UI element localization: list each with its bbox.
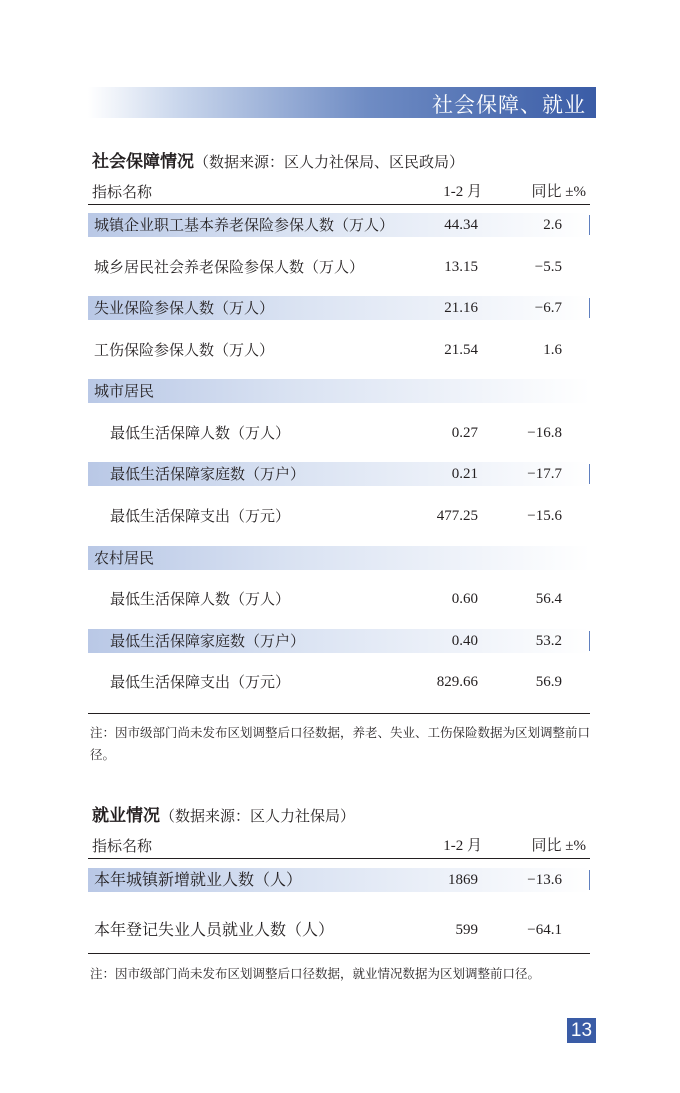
header-divider — [88, 204, 590, 205]
page-number: 13 — [567, 1018, 596, 1043]
table-bottom-divider — [88, 953, 590, 954]
row-name: 最低生活保障支出（万元） — [110, 673, 291, 691]
table-row — [88, 255, 590, 279]
row-value: 829.66 — [436, 674, 478, 690]
banner-title: 社会保障、就业 — [432, 93, 586, 117]
row-yoy: 1.6 — [543, 342, 562, 358]
employment-source: （数据来源：区人力社保局） — [160, 807, 356, 825]
header-indicator-name: 指标名称 — [92, 837, 153, 855]
row-name: 最低生活保障支出（万元） — [110, 507, 291, 525]
table-row — [88, 587, 590, 611]
row-name: 最低生活保障人数（万人） — [110, 590, 291, 608]
group-label: 农村居民 — [94, 549, 155, 567]
row-name: 城乡居民社会养老保险参保人数（万人） — [94, 258, 365, 276]
table-bottom-divider — [88, 713, 590, 714]
row-name: 城镇企业职工基本养老保险参保人数（万人） — [94, 216, 395, 234]
social-table-header — [88, 180, 590, 204]
row-yoy: 2.6 — [543, 217, 562, 233]
header-divider — [88, 858, 590, 859]
employment-table-header — [88, 834, 590, 858]
row-yoy: 56.4 — [535, 591, 562, 607]
row-yoy: −64.1 — [527, 922, 562, 938]
row-name: 最低生活保障家庭数（万户） — [110, 632, 306, 650]
row-yoy: −5.5 — [534, 259, 562, 275]
table-row — [88, 670, 590, 694]
employment-note: 注：因市级部门尚未发布区划调整后口径数据，就业情况数据为区划调整前口径。 — [90, 966, 541, 981]
row-value: 599 — [455, 922, 478, 938]
row-name: 最低生活保障家庭数（万户） — [110, 465, 306, 483]
row-value: 44.34 — [444, 217, 478, 233]
table-row — [88, 296, 590, 320]
row-name: 本年城镇新增就业人数（人） — [94, 870, 303, 889]
row-yoy: −17.7 — [527, 466, 562, 482]
row-edge-marker — [589, 631, 590, 651]
row-value: 21.54 — [444, 342, 478, 358]
row-edge-marker — [589, 870, 590, 890]
row-name: 最低生活保障人数（万人） — [110, 424, 291, 442]
header-period: 1-2 月 — [443, 184, 482, 200]
employment-heading — [92, 801, 355, 826]
table-row — [88, 213, 590, 237]
row-value: 1869 — [448, 872, 478, 888]
row-yoy: 56.9 — [535, 674, 562, 690]
table-row — [88, 629, 590, 653]
row-value: 477.25 — [436, 508, 478, 524]
row-edge-marker — [589, 215, 590, 235]
table-row — [88, 421, 590, 445]
row-name: 工伤保险参保人数（万人） — [94, 341, 275, 359]
social-security-source: （数据来源：区人力社保局、区民政局） — [194, 153, 465, 171]
header-yoy: 同比 ±% — [531, 184, 586, 200]
social-security-title: 社会保障情况 — [92, 152, 194, 172]
row-name: 失业保险参保人数（万人） — [94, 299, 275, 317]
row-value: 0.40 — [451, 633, 478, 649]
row-yoy: −15.6 — [527, 508, 562, 524]
row-edge-marker — [589, 298, 590, 318]
header-period: 1-2 月 — [443, 838, 482, 854]
row-yoy: −6.7 — [534, 300, 562, 316]
table-row — [88, 868, 590, 892]
row-value: 13.15 — [444, 259, 478, 275]
row-value: 21.16 — [444, 300, 478, 316]
social-security-note: 注：因市级部门尚未发布区划调整后口径数据，养老、失业、工伤保险数据为区划调整前口径。 — [90, 725, 591, 762]
group-label: 城市居民 — [94, 382, 155, 400]
table-row — [88, 918, 590, 942]
row-edge-marker — [589, 464, 590, 484]
row-yoy: −13.6 — [527, 872, 562, 888]
section-banner — [88, 87, 596, 118]
row-value: 0.27 — [451, 425, 478, 441]
row-name: 本年登记失业人员就业人数（人） — [94, 920, 335, 939]
row-yoy: −16.8 — [527, 425, 562, 441]
group-row-rural — [88, 546, 590, 570]
table-row — [88, 338, 590, 362]
row-value: 0.60 — [451, 591, 478, 607]
header-yoy: 同比 ±% — [531, 838, 586, 854]
row-yoy: 53.2 — [535, 633, 562, 649]
row-value: 0.21 — [451, 466, 478, 482]
table-row — [88, 504, 590, 528]
header-indicator-name: 指标名称 — [92, 183, 153, 201]
employment-title: 就业情况 — [92, 806, 160, 826]
social-security-heading — [92, 147, 464, 172]
table-row — [88, 462, 590, 486]
group-row-urban — [88, 379, 590, 403]
